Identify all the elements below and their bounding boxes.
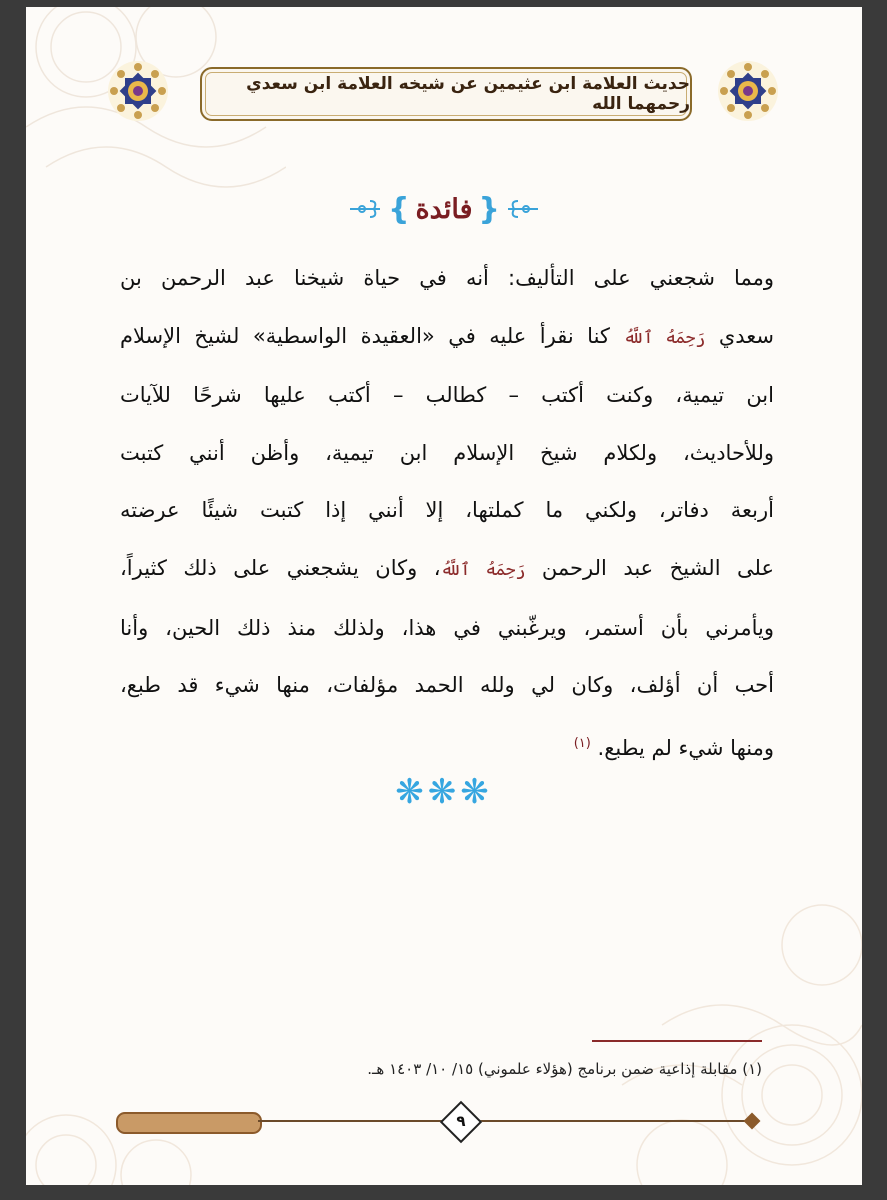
running-header	[200, 67, 692, 121]
right-rosette-ornament	[716, 59, 780, 123]
body-text: كنا نقرأ عليه في «العقيدة الواسطية» لشيخ الإسلام	[120, 323, 610, 348]
title-bracket-close: }	[388, 191, 410, 227]
title-bracket-open: {	[478, 191, 500, 227]
body-line: ابن تيمية، وكنت أكتب – كطالب – أكتب عليها شرحًا للآيات	[120, 383, 774, 408]
honorific: رَحِمَهُ ٱللَّهُ	[440, 559, 526, 580]
honorific: رَحِمَهُ ٱللَّهُ	[623, 327, 706, 348]
title-flourish-right-icon	[506, 197, 540, 221]
body-line	[120, 715, 774, 778]
body-paragraph	[120, 250, 774, 777]
body-line: ويأمرني بأن أستمر، ويرغّبني في هذا، ولذلك منذ ذلك الحين، وأنا	[120, 615, 774, 640]
background-ornament-bottom-left	[26, 1025, 226, 1185]
running-header-title: حديث العلامة ابن عثيمين عن شيخه العلامة ابن سعدي رحمهما الله	[246, 74, 690, 114]
body-text: سعدي	[718, 323, 774, 348]
body-line: أحب أن أؤلف، وكان لي ولله الحمد مؤلفات، منها شيء قد طبع،	[120, 673, 774, 698]
footer-bar-ornament	[116, 1112, 262, 1134]
page-number: ٩	[456, 1112, 466, 1130]
body-line	[120, 308, 774, 368]
footnote-reference[interactable]: (١)	[573, 735, 591, 751]
footnote-rule	[592, 1040, 762, 1042]
footer-diamond-icon	[744, 1113, 761, 1130]
section-separator: ❋❋❋	[395, 772, 493, 812]
section-title-block	[26, 185, 862, 233]
title-flourish-left-icon	[348, 197, 382, 221]
body-line: أربعة دفاتر، ولكني ما كملتها، إلا أنني إذا كتبت شيئًا عرضته	[120, 498, 774, 523]
body-text: على الشيخ عبد الرحمن	[541, 555, 774, 580]
body-text: ومنها شيء لم يطبع.	[597, 735, 774, 760]
body-line: وللأحاديث، ولكلام شيخ الإسلام ابن تيمية، وأظن أنني كتبت	[120, 440, 774, 465]
background-ornament-bottom-right	[562, 765, 862, 1185]
section-title: فائدة	[415, 193, 473, 225]
footer-line	[258, 1120, 750, 1122]
footnote: (١) مقابلة إذاعية ضمن برنامج (هؤلاء علموني) ١٥/ ١٠/ ١٤٠٣ هـ.	[367, 1060, 762, 1078]
body-text: ، وكان يشجعني على ذلك كثيراً،	[120, 555, 441, 580]
document-page	[26, 7, 862, 1185]
body-line	[120, 540, 774, 600]
body-line: ومما شجعني على التأليف: أنه في حياة شيخنا عبد الرحمن بن	[120, 266, 774, 290]
left-rosette-ornament	[106, 59, 170, 123]
